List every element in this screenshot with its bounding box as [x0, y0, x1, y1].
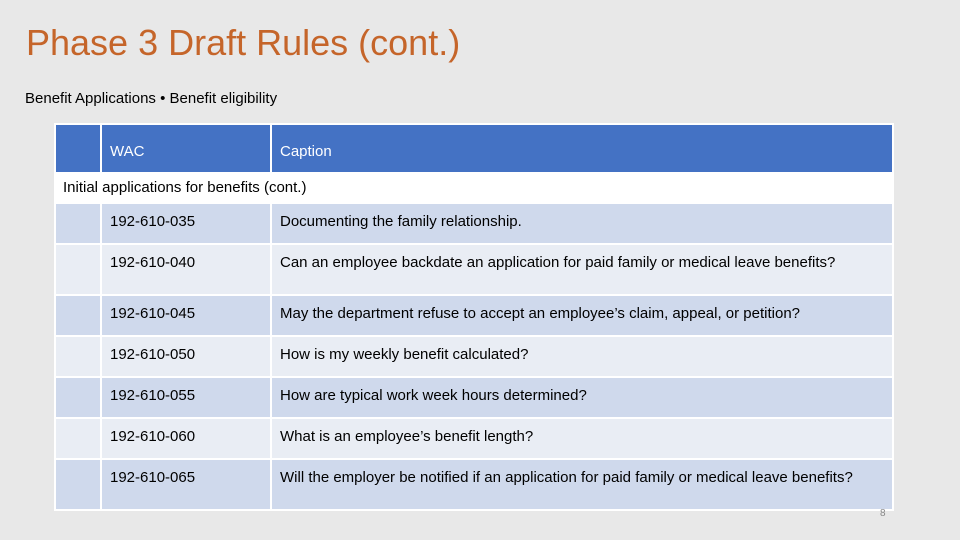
- caption-cell: Can an employee backdate an application for paid family or medical leave benefits?: [271, 244, 893, 295]
- slide-number: 8: [880, 508, 886, 519]
- slide-subtitle: Benefit Applications • Benefit eligibility: [25, 90, 278, 107]
- table-row: [55, 336, 893, 377]
- header-cell-wac: WAC: [101, 124, 271, 173]
- row-marker-cell: [55, 295, 101, 336]
- rules-table: [54, 123, 894, 511]
- row-marker-cell: [55, 336, 101, 377]
- caption-cell: Will the employer be notified if an application for paid family or medical leave benefits?: [271, 459, 893, 510]
- section-label: Initial applications for benefits (cont.): [55, 173, 893, 203]
- row-marker-cell: [55, 203, 101, 244]
- row-marker-cell: [55, 244, 101, 295]
- wac-cell: 192-610-060: [101, 418, 271, 459]
- row-marker-cell: [55, 418, 101, 459]
- caption-cell: May the department refuse to accept an employee’s claim, appeal, or petition?: [271, 295, 893, 336]
- section-row: [55, 173, 893, 203]
- table-row: [55, 459, 893, 510]
- table-row: [55, 244, 893, 295]
- slide-title: Phase 3 Draft Rules (cont.): [26, 22, 461, 63]
- caption-cell: How are typical work week hours determined?: [271, 377, 893, 418]
- wac-cell: 192-610-045: [101, 295, 271, 336]
- caption-cell: How is my weekly benefit calculated?: [271, 336, 893, 377]
- caption-cell: Documenting the family relationship.: [271, 203, 893, 244]
- caption-cell: What is an employee’s benefit length?: [271, 418, 893, 459]
- table-header-row: [55, 124, 893, 173]
- wac-cell: 192-610-035: [101, 203, 271, 244]
- wac-cell: 192-610-050: [101, 336, 271, 377]
- header-cell-blank: [55, 124, 101, 173]
- table-row: [55, 418, 893, 459]
- table-row: [55, 203, 893, 244]
- row-marker-cell: [55, 459, 101, 510]
- table-row: [55, 295, 893, 336]
- table-row: [55, 377, 893, 418]
- wac-cell: 192-610-040: [101, 244, 271, 295]
- row-marker-cell: [55, 377, 101, 418]
- wac-cell: 192-610-055: [101, 377, 271, 418]
- wac-cell: 192-610-065: [101, 459, 271, 510]
- header-cell-caption: Caption: [271, 124, 893, 173]
